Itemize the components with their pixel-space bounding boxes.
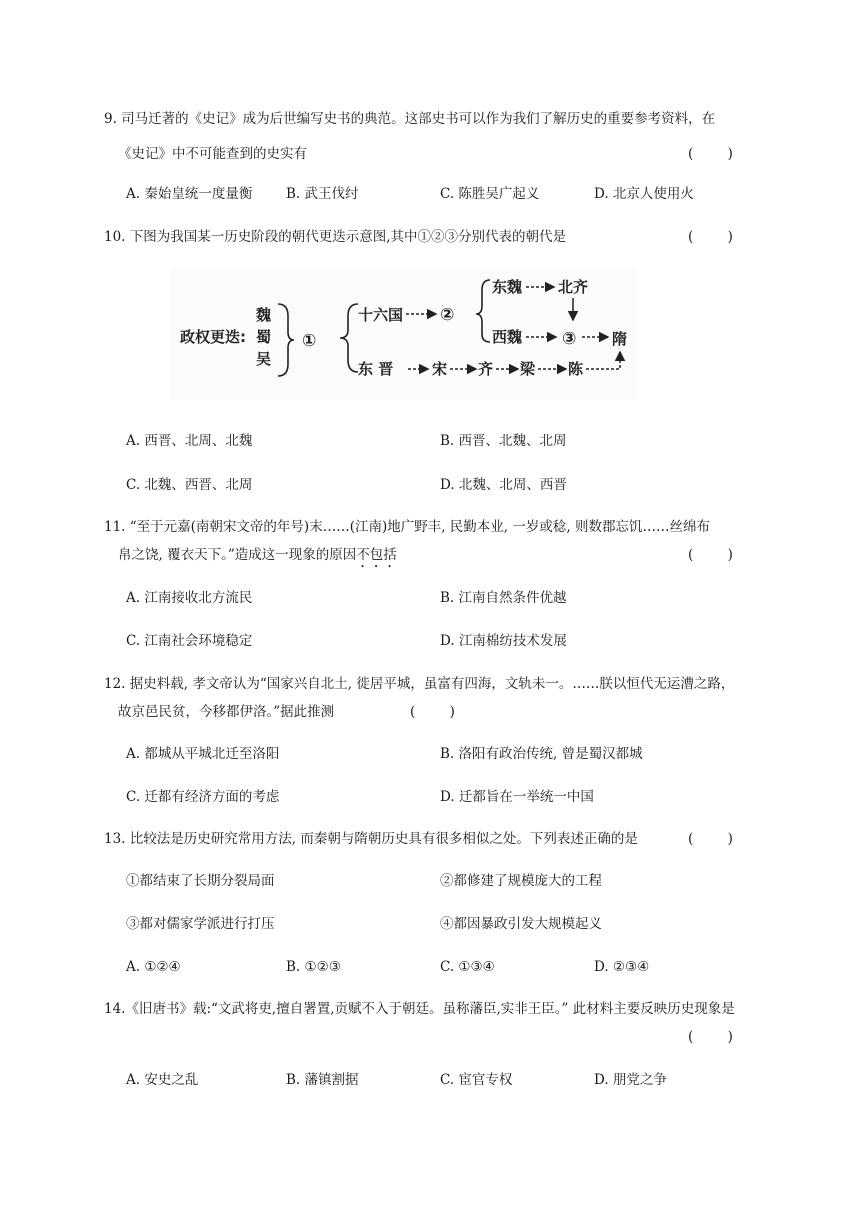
q14-option-d: D. 朋党之争 (594, 1072, 667, 1088)
diagram-chen: 陈 (568, 360, 584, 378)
q12-stem-line2: 故京邑民贫，今移都伊洛。”据此推测 (118, 704, 335, 720)
q14-option-a: A. 安史之乱 (126, 1072, 199, 1088)
q10-stem: 10. 下图为我国某一历史阶段的朝代更迭示意图,其中①②③分别代表的朝代是 (104, 229, 567, 245)
diagram-sixteen-kingdoms: 十六国 (358, 306, 404, 324)
q14-option-b: B. 藩镇割据 (286, 1072, 359, 1088)
q11-stem-line2 (118, 546, 397, 571)
q11-option-b: B. 江南自然条件优越 (440, 590, 567, 606)
q10-option-b: B. 西晋、北魏、北周 (440, 433, 567, 449)
q13-option-c: C. ①③④ (440, 959, 495, 975)
q11-option-c: C. 江南社会环境稳定 (126, 633, 253, 649)
dynasty-succession-diagram (170, 268, 636, 400)
q11-option-d: D. 江南棉纺技术发展 (440, 633, 567, 649)
q9-option-c: C. 陈胜吴广起义 (440, 186, 540, 202)
q12-option-b: B. 洛阳有政治传统, 曾是蜀汉都城 (440, 746, 643, 762)
q13-answer-bracket: ( ) (688, 831, 733, 847)
q12-option-a: A. 都城从平城北迁至洛阳 (126, 746, 280, 762)
q11-stem-line1: 11. “至于元嘉(南朝宋文帝的年号)末……(江南)地广野丰, 民勤本业, 一岁或稔, 则数郡忘饥……丝绵布 (104, 519, 710, 535)
q14-stem: 14.《旧唐书》载:“文武将吏,擅自署置,贡赋不入于朝廷。虽称藩臣,实非王臣。” 此材料主要反映历史现象是 (104, 1001, 735, 1017)
diagram-shu: 蜀 (256, 328, 272, 346)
diagram-circle3: ③ (562, 329, 577, 349)
diagram-north-qi: 北齐 (558, 278, 589, 296)
q12-answer-bracket: ( ) (410, 704, 455, 720)
q10-answer-bracket: ( ) (688, 229, 733, 245)
q12-option-d: D. 迁都旨在一举统一中国 (440, 789, 594, 805)
q12-option-c: C. 迁都有经济方面的考虑 (126, 789, 280, 805)
q13-stem: 13. 比较法是历史研究常用方法, 而秦朝与隋朝历史具有很多相似之处。下列表述正确的是 (104, 831, 638, 847)
q9-answer-bracket: ( ) (688, 146, 733, 162)
diagram-wu: 吴 (256, 350, 272, 368)
diagram-label: 政权更迭: (180, 328, 246, 346)
q9-stem-line2: 《史记》中不可能查到的史实有 (118, 146, 307, 162)
q11-stem-text: 帛之饶, 覆衣天下。”造成这一现象的原因 (118, 547, 357, 563)
q9-option-d: D. 北京人使用火 (594, 186, 694, 202)
q9-option-a: A. 秦始皇统一度量衡 (126, 186, 253, 202)
q11-emphasis-not-include: 不包括 (356, 547, 397, 563)
q9-option-b: B. 武王伐纣 (286, 186, 359, 202)
q13-option-d: D. ②③④ (594, 959, 650, 975)
diagram-sui: 隋 (612, 330, 628, 348)
diagram-wei: 魏 (256, 306, 272, 324)
q13-option-a: A. ①②④ (126, 959, 181, 975)
q12-stem-line1: 12. 据史料载, 孝文帝认为“国家兴自北土, 徙居平城，虽富有四海，文轨未一。……朕以恒代无运漕之路， (104, 676, 735, 692)
q13-statement-1: ①都结束了长期分裂局面 (126, 873, 275, 889)
q13-option-b: B. ①②③ (286, 959, 341, 975)
q9-stem-line1: 9. 司马迁著的《史记》成为后世编写史书的典范。这部史书可以作为我们了解历史的重要参考资料，在 (104, 111, 716, 127)
diagram-circle1: ① (302, 331, 317, 351)
diagram-liang: 梁 (520, 360, 536, 378)
q14-option-c: C. 宦官专权 (440, 1072, 513, 1088)
q10-option-d: D. 北魏、北周、西晋 (440, 477, 567, 493)
diagram-west-wei: 西魏 (492, 328, 523, 346)
q10-option-c: C. 北魏、西晋、北周 (126, 477, 253, 493)
diagram-qi: 齐 (478, 360, 494, 378)
q14-answer-bracket: ( ) (688, 1029, 733, 1045)
diagram-circle2: ② (440, 305, 455, 325)
q11-answer-bracket: ( ) (688, 547, 733, 563)
diagram-east-jin: 东 晋 (358, 360, 394, 378)
diagram-east-wei: 东魏 (492, 278, 523, 296)
diagram-song: 宋 (432, 360, 448, 378)
q13-statement-2: ②都修建了规模庞大的工程 (440, 873, 602, 889)
q10-option-a: A. 西晋、北周、北魏 (126, 433, 253, 449)
q13-statement-3: ③都对儒家学派进行打压 (126, 916, 275, 932)
q13-statement-4: ④都因暴政引发大规模起义 (440, 916, 602, 932)
q11-option-a: A. 江南接收北方流民 (126, 590, 253, 606)
